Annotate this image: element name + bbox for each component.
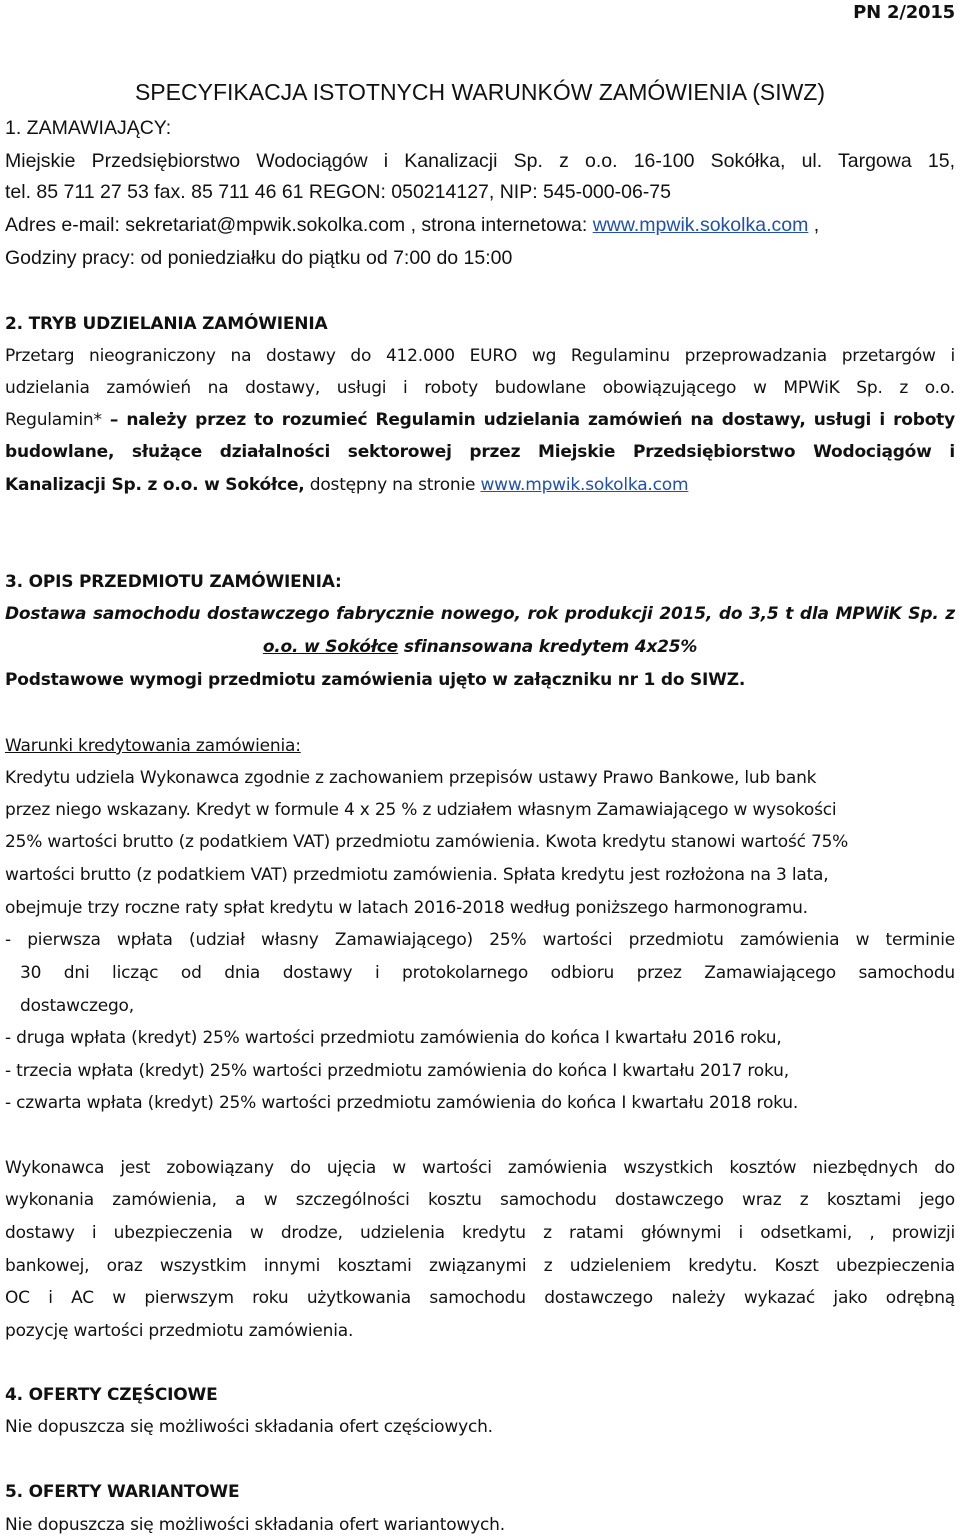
contractor-obligation-line-6: pozycję wartości przedmiotu zamówienia. bbox=[5, 1321, 354, 1341]
basic-requirements: Podstawowe wymogi przedmiotu zamówienia ujęto w załączniku nr 1 do SIWZ. bbox=[5, 670, 746, 690]
contractor-email-line bbox=[5, 214, 955, 236]
subject-financing: sfinansowana kredytem 4x25% bbox=[398, 637, 698, 657]
section-3-heading: 3. OPIS PRZEDMIOTU ZAMÓWIENIA: bbox=[5, 572, 342, 592]
working-hours: Godziny pracy: od poniedziałku do piątku od 7:00 do 15:00 bbox=[5, 247, 513, 269]
variant-offers-text: Nie dopuszcza się możliwości składania ofert wariantowych. bbox=[5, 1515, 505, 1535]
regulation-term: Regulamin* bbox=[5, 410, 102, 430]
credit-line-4: wartości brutto (z podatkiem VAT) przedmiotu zamówienia. Spłata kredytu jest rozłożona na 3 lata, bbox=[5, 865, 829, 885]
document-title: SPECYFIKACJA ISTOTNYCH WARUNKÓW ZAMÓWIENIA (SIWZ) bbox=[134, 79, 826, 105]
partial-offers-text: Nie dopuszcza się możliwości składania ofert częściowych. bbox=[5, 1417, 493, 1437]
company-name-bold: Kanalizacji Sp. z o.o. w Sokółce, bbox=[5, 475, 305, 495]
availability-text: dostępny na stronie bbox=[304, 475, 481, 495]
procedure-line-5 bbox=[5, 474, 955, 496]
contractor-phone-line: tel. 85 711 27 53 fax. 85 711 46 61 REGON: 050214127, NIP: 545-000-06-75 bbox=[5, 181, 671, 203]
subject-location: o.o. w Sokółce bbox=[262, 637, 399, 657]
regulation-definition: – należy przez to rozumieć Regulamin udzielania zamówień na dostawy, usługi i roboty bbox=[101, 410, 955, 430]
document-number: PN 2/2015 bbox=[853, 2, 955, 23]
installment-1-line-3: dostawczego, bbox=[20, 996, 134, 1016]
installment-3: - trzecia wpłata (kredyt) 25% wartości przedmiotu zamówienia do końca I kwartału 2017 roku, bbox=[5, 1061, 789, 1081]
contractor-obligation-line-1: Wykonawca jest zobowiązany do ujęcia w wartości zamówienia wszystkich kosztów niezbędnych do bbox=[5, 1158, 955, 1178]
section-1-heading: 1. ZAMAWIAJĄCY: bbox=[5, 117, 172, 139]
credit-line-3: 25% wartości brutto (z podatkiem VAT) przedmiotu zamówienia. Kwota kredytu stanowi wartość 75% bbox=[5, 832, 849, 852]
email-text: Adres e-mail: sekretariat@mpwik.sokolka.com , strona internetowa: bbox=[5, 214, 593, 236]
section-5-heading: 5. OFERTY WARIANTOWE bbox=[5, 1482, 240, 1502]
section-4-heading: 4. OFERTY CZĘŚCIOWE bbox=[5, 1385, 218, 1405]
subject-line-2 bbox=[5, 636, 955, 658]
credit-conditions-heading: Warunki kredytowania zamówienia: bbox=[5, 736, 301, 756]
contractor-obligation-line-4: bankowej, oraz wszystkim innymi kosztami związanymi z udzieleniem kredytu. Koszt ubezpieczenia bbox=[5, 1256, 955, 1276]
credit-line-5: obejmuje trzy roczne raty spłat kredytu w latach 2016-2018 według poniższego harmonogramu. bbox=[5, 898, 808, 918]
regulation-link[interactable]: www.mpwik.sokolka.com bbox=[480, 475, 689, 495]
contractor-obligation-line-2: wykonania zamówienia, a w szczególności kosztu samochodu dostawczego wraz z kosztami jego bbox=[5, 1190, 955, 1210]
website-link[interactable]: www.mpwik.sokolka.com bbox=[592, 214, 809, 236]
installment-1-line-2: 30 dni licząc od dnia dostawy i protokolarnego odbioru przez Zamawiającego samochodu bbox=[20, 963, 955, 983]
procedure-line-3 bbox=[5, 409, 955, 431]
contractor-address-line: Miejskie Przedsiębiorstwo Wodociągów i Kanalizacji Sp. z o.o. 16-100 Sokółka, ul. Targowa 15, bbox=[5, 150, 955, 172]
procedure-line-2: udzielania zamówień na dostawy, usługi i roboty budowlane obowiązującego w MPWiK Sp. z o.o. bbox=[5, 378, 955, 398]
email-suffix: , bbox=[808, 214, 820, 236]
credit-line-1: Kredytu udziela Wykonawca zgodnie z zachowaniem przepisów ustawy Prawo Bankowe, lub bank bbox=[5, 768, 817, 788]
section-2-heading: 2. TRYB UDZIELANIA ZAMÓWIENIA bbox=[5, 314, 328, 334]
procedure-line-1: Przetarg nieograniczony na dostawy do 412.000 EURO wg Regulaminu przeprowadzania przetargów i bbox=[5, 346, 955, 366]
procedure-line-4: budowlane, służące działalności sektorowej przez Miejskie Przedsiębiorstwo Wodociągów i bbox=[5, 442, 955, 462]
installment-2: - druga wpłata (kredyt) 25% wartości przedmiotu zamówienia do końca I kwartału 2016 roku, bbox=[5, 1028, 782, 1048]
contractor-obligation-line-3: dostawy i ubezpieczenia w drodze, udzielenia kredytu z ratami głównymi i odsetkami, , prowizji bbox=[5, 1223, 955, 1243]
subject-line-1: Dostawa samochodu dostawczego fabrycznie nowego, rok produkcji 2015, do 3,5 t dla MPWiK Sp. z bbox=[5, 604, 955, 624]
installment-4: - czwarta wpłata (kredyt) 25% wartości przedmiotu zamówienia do końca I kwartału 2018 roku. bbox=[5, 1093, 799, 1113]
contractor-obligation-line-5: OC i AC w pierwszym roku użytkowania samochodu dostawczego należy wykazać jako odrębną bbox=[5, 1288, 955, 1308]
credit-line-2: przez niego wskazany. Kredyt w formule 4 x 25 % z udziałem własnym Zamawiającego w wysokości bbox=[5, 800, 837, 820]
installment-1-line-1: - pierwsza wpłata (udział własny Zamawiającego) 25% wartości przedmiotu zamówienia w terminie bbox=[5, 930, 955, 950]
